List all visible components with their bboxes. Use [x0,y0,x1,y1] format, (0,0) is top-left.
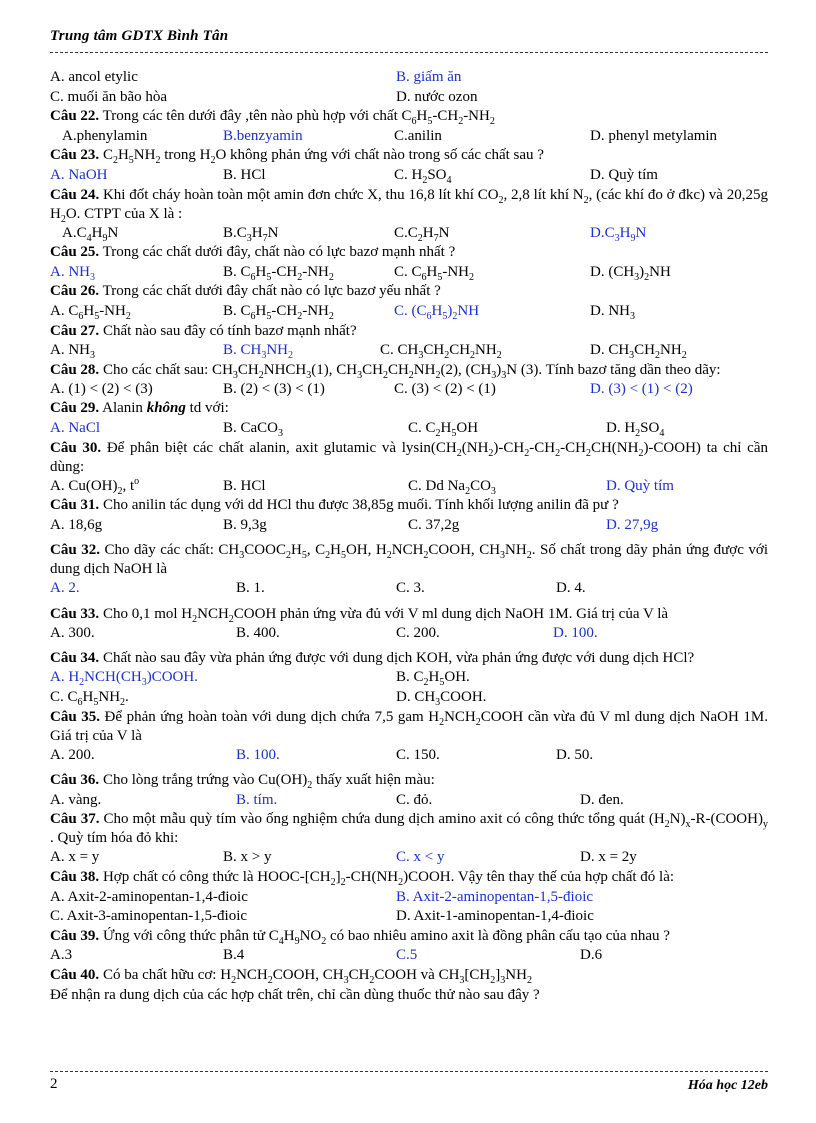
answer-options-row [50,302,768,322]
question-line [50,439,768,477]
question-number: Câu 28. [50,361,100,378]
answer-option: D. phenyl metylamin [590,127,718,144]
answer-option: C. đỏ. [396,791,433,808]
answer-option: C. $C_2H_5OH$ [408,419,479,439]
answer-option: D. $CH_3CH_2NH_2$ [590,342,687,362]
answer-options-row [50,68,768,88]
question-line [50,322,768,342]
question-line [50,146,768,166]
answer-option: D. $CH_3COOH$. [396,689,487,709]
question-line [50,810,768,848]
answer-options-row [50,688,768,708]
question-text: Cho dãy các chất: $CH_3COOC_2H_5$, $C_2H_5OH$, $H_2NCH_2COOH$, $CH_3NH_2$. Số chất trong dãy phản ứng được với dung dịch NaOH là [50,542,769,578]
answer-option: A. Axit-2-aminopentan-1,4-đioic [50,888,248,905]
answer-option: C. (3) < (2) < (1) [394,380,496,397]
question-line [50,361,768,380]
question-text: Trong các chất dưới đây, chất nào có lực bazơ mạnh nhất ? [99,244,456,261]
answer-option: B. x > y [223,849,272,866]
answer-option-correct: $D.C_3H_9N$ [590,224,647,244]
question-number: Câu 39. [50,927,100,944]
question-number: Câu 40. [50,967,100,983]
answer-options-row [50,848,768,868]
answer-option: A. 300. [50,624,95,641]
answer-option-correct: A. NaOH [50,166,108,183]
answer-option: $A.C_4H_9N$ [62,224,119,244]
answer-option: B. $C_6H_5-CH_2-NH_2$ [223,302,334,322]
answer-option: C. 3. [396,580,425,597]
question-line [50,605,768,624]
answer-option-correct: B. giấm ăn [396,69,462,85]
answer-option: A. 200. [50,746,95,763]
answer-option: B. $C_2H_5OH$. [396,669,470,689]
answer-option: C. $C_6H_5-NH_2$ [394,263,475,283]
question-line [50,399,768,419]
answer-option: D. $NH_3$ [590,302,635,322]
question-text: Hợp chất có công thức là HOOC-$[CH_2]_2-CH(NH_2)COOH$. Vậy tên thay thế của hợp chất đó là: [99,869,675,889]
answer-option-correct: B. $CH_3NH_2$ [223,342,294,362]
question-line [50,927,768,947]
answer-option: D. Quỳ tím [590,166,658,183]
answer-options-row [50,624,768,644]
answer-option-correct: A. 2. [50,580,80,597]
answer-option: D. 4. [556,580,586,597]
answer-option: D.6 [580,947,603,964]
answer-option: D. $(CH_3)_2NH$ [590,263,671,283]
answer-options-row [50,341,768,361]
question-text: Cho các chất sau: $CH_3CH_2NHCH_3(1)$, $CH_3CH_2CH_2NH_2(2)$, $(CH_3)_3N$ (3). Tính bazơ tăng dần theo dãy: [99,361,721,381]
answer-options-row [50,88,768,108]
answer-options-row [50,419,768,439]
answer-option: B. (2) < (3) < (1) [223,380,325,397]
question-text: Chất nào sau đây vừa phản ứng được với dung dịch KOH, vừa phản ứng được với dung dịch HCl? [99,650,695,667]
footer-divider [50,1071,768,1072]
question-number: Câu 22. [50,108,100,125]
answer-option: D. $H_2SO_4$ [606,419,665,439]
question-number: Câu 27. [50,322,100,339]
answer-option-correct: A. NaCl [50,419,100,436]
question-text: Trong các chất dưới đây chất nào có lực bazơ yếu nhất ? [99,283,441,300]
question-text: Chất nào sau đây có tính bazơ mạnh nhất? [99,322,357,339]
question-number: Câu 38. [50,869,100,886]
answer-option: A. 18,6g [50,516,103,533]
question-text: Để phân biệt các chất alanin, axit glutamic và $lysin(CH_2(NH_2)-CH_2-CH_2-CH_2CH(NH_2)-COOH)$ ta chỉ cần dùng: [50,439,768,475]
question-line [50,966,768,986]
answer-options-row [50,224,768,244]
answer-option-correct: B. Axit-2-aminopentan-1,5-đioic [396,888,594,905]
answer-option-correct: D. (3) < (1) < (2) [590,380,693,397]
answer-option: D. 50. [556,746,594,763]
question-text: Có ba chất hữu cơ: $H_2NCH_2COOH$, $CH_3CH_2COOH$ và $CH_3[CH_2]_3NH_2$ [99,967,532,986]
question-text: Alanin không td với: [99,400,229,417]
answer-option: A. x = y [50,849,100,866]
answer-option: C. 200. [396,624,440,641]
question-text: Cho anilin tác dụng với dd HCl thu được 38,85g muối. Tính khối lượng anilin đã pư ? [99,497,619,514]
answer-option-correct: D. 100. [553,624,598,641]
question-text: Trong các tên dưới đây ,tên nào phù hợp với chất $C_6H_5-CH_2-NH_2$ [99,108,495,128]
question-line [50,282,768,302]
question-line [50,243,768,263]
answer-option: C. muối ăn bão hòa [50,88,168,105]
answer-option: D. đen. [580,791,624,808]
question-number: Câu 31. [50,497,100,514]
answer-options-row [50,166,768,186]
question-number: Câu 33. [50,605,100,622]
page-number: 2 [50,1076,58,1092]
footer-subject: Hóa học 12eb [687,1078,768,1093]
answer-options-row [50,888,768,908]
question-line [50,541,768,579]
question-number: Câu 36. [50,772,100,789]
question-text: Cho lòng trắng trứng vào $Cu(OH)_2$ thấy xuất hiện màu: [99,772,435,792]
answer-option: A. $C_6H_5-NH_2$ [50,302,131,322]
text-line [50,986,768,1006]
answer-option: B. HCl [223,477,266,494]
answer-option: C. $CH_3CH_2CH_2NH_2$ [380,342,502,362]
question-line [50,496,768,516]
answer-option: D. x = 2y [580,849,637,866]
answer-option: A. ancol etylic [50,69,138,85]
question-line [50,649,768,668]
answer-options-row [50,263,768,283]
answer-options-row [50,946,768,966]
answer-options-row [50,127,768,147]
question-text: Cho một mẫu quỳ tím vào ống nghiệm chứa dung dịch amino axit có công thức tổng quát $(H_2N)_x-R-(COOH)_y$ . Quỳ tím hóa đỏ khi: [50,811,768,847]
answer-option-correct: A. $NH_3$ [50,263,95,283]
answer-option: $B.C_3H_7N$ [223,224,279,244]
page-header: Trung tâm GDTX Bình Tân [50,28,229,44]
answer-option: C. $C_6H_5NH_2$. [50,689,129,709]
answer-option: C.anilin [394,127,442,144]
answer-options-row [50,907,768,927]
answer-option: D. Axit-1-aminopentan-1,4-đioic [396,908,594,925]
answer-option: $C.C_2H_7N$ [394,224,450,244]
answer-options-row [50,516,768,536]
answer-options-row [50,746,768,766]
question-number: Câu 34. [50,650,100,667]
answer-option: A.phenylamin [62,127,148,144]
answer-option-correct: A. $H_2NCH(CH_3)COOH$. [50,669,198,689]
answer-option-correct: D. Quỳ tím [606,477,674,494]
answer-option: B. 9,3g [223,516,267,533]
question-line [50,186,768,224]
answer-options-row [50,791,768,811]
answer-options-row [50,380,768,400]
question-text: Để nhận ra dung dịch của các hợp chất trên, chỉ cần dùng thuốc thử nào sau đây ? [50,986,540,1003]
answer-option-correct: C.5 [396,947,418,964]
answer-option-correct: B. 100. [236,746,280,763]
answer-option: D. nước ozon [396,88,478,105]
question-line [50,771,768,791]
question-line [50,868,768,888]
answer-option-correct: D. 27,9g [606,516,659,533]
question-line [50,708,768,746]
answer-options-row [50,579,768,599]
answer-option: C. $H_2SO_4$ [394,166,452,186]
question-number: Câu 24. [50,186,100,203]
question-text: Ứng với công thức phân tử $C_4H_9NO_2$ có bao nhiêu amino axit là đồng phân cấu tạo của nhau ? [99,927,670,947]
question-number: Câu 37. [50,811,100,828]
answer-option-correct: B. tím. [236,791,278,808]
answer-option: C. Dd $Na_2CO_3$ [408,477,496,497]
question-text: $C_2H_5NH_2$ trong $H_2O$ không phản ứng với chất nào trong số các chất sau ? [99,147,544,167]
question-line [50,107,768,127]
answer-option: B. $C_6H_5-CH_2-NH_2$ [223,263,334,283]
answer-options-row [50,477,768,497]
answer-option: C. Axit-3-aminopentan-1,5-đioic [50,908,248,925]
question-number: Câu 23. [50,147,100,164]
answer-option: A. $Cu(OH)_2$, $t^o$ [50,475,140,497]
answer-option-correct: B.benzyamin [223,127,303,144]
answer-option: C. 150. [396,746,440,763]
question-number: Câu 30. [50,439,102,456]
answer-option: A. (1) < (2) < (3) [50,380,153,397]
answer-option: A. vàng. [50,791,102,808]
question-content [50,68,768,1005]
question-text: Khi đốt cháy hoàn toàn một amin đơn chức X, thu 16,8 lít khí $CO_2$, 2,8 lít khí $N_2$, (các khí đo ở đkc) và 20,25g $H_2O$. CTPT của X là : [50,186,768,225]
question-number: Câu 26. [50,283,100,300]
answer-option-correct: C. x < y [396,849,445,866]
answer-option: B. 1. [236,580,265,597]
answer-option-correct: C. $(C_6H_5)_2NH$ [394,302,480,322]
answer-option: C. 37,2g [408,516,460,533]
question-text: Để phản ứng hoàn toàn với dung dịch chứa 7,5 gam $H_2NCH_2COOH$ cần vừa đủ V ml dung dịch NaOH 1M. Giá trị của V là [50,708,768,744]
answer-option: B. CaCO$_3$ [223,419,284,439]
answer-option: A. $NH_3$ [50,342,95,362]
answer-option: B.4 [223,947,245,964]
header-divider [50,52,768,53]
answer-options-row [50,668,768,688]
answer-option: B. 400. [236,624,280,641]
question-number: Câu 32. [50,542,100,559]
question-number: Câu 25. [50,244,100,261]
answer-option: B. HCl [223,166,266,183]
question-number: Câu 29. [50,400,100,417]
answer-option: A.3 [50,947,73,964]
question-number: Câu 35. [50,708,100,725]
question-text: Cho 0,1 mol $H_2NCH_2COOH$ phản ứng vừa đủ với V ml dung dịch NaOH 1M. Giá trị của V là [99,605,669,625]
